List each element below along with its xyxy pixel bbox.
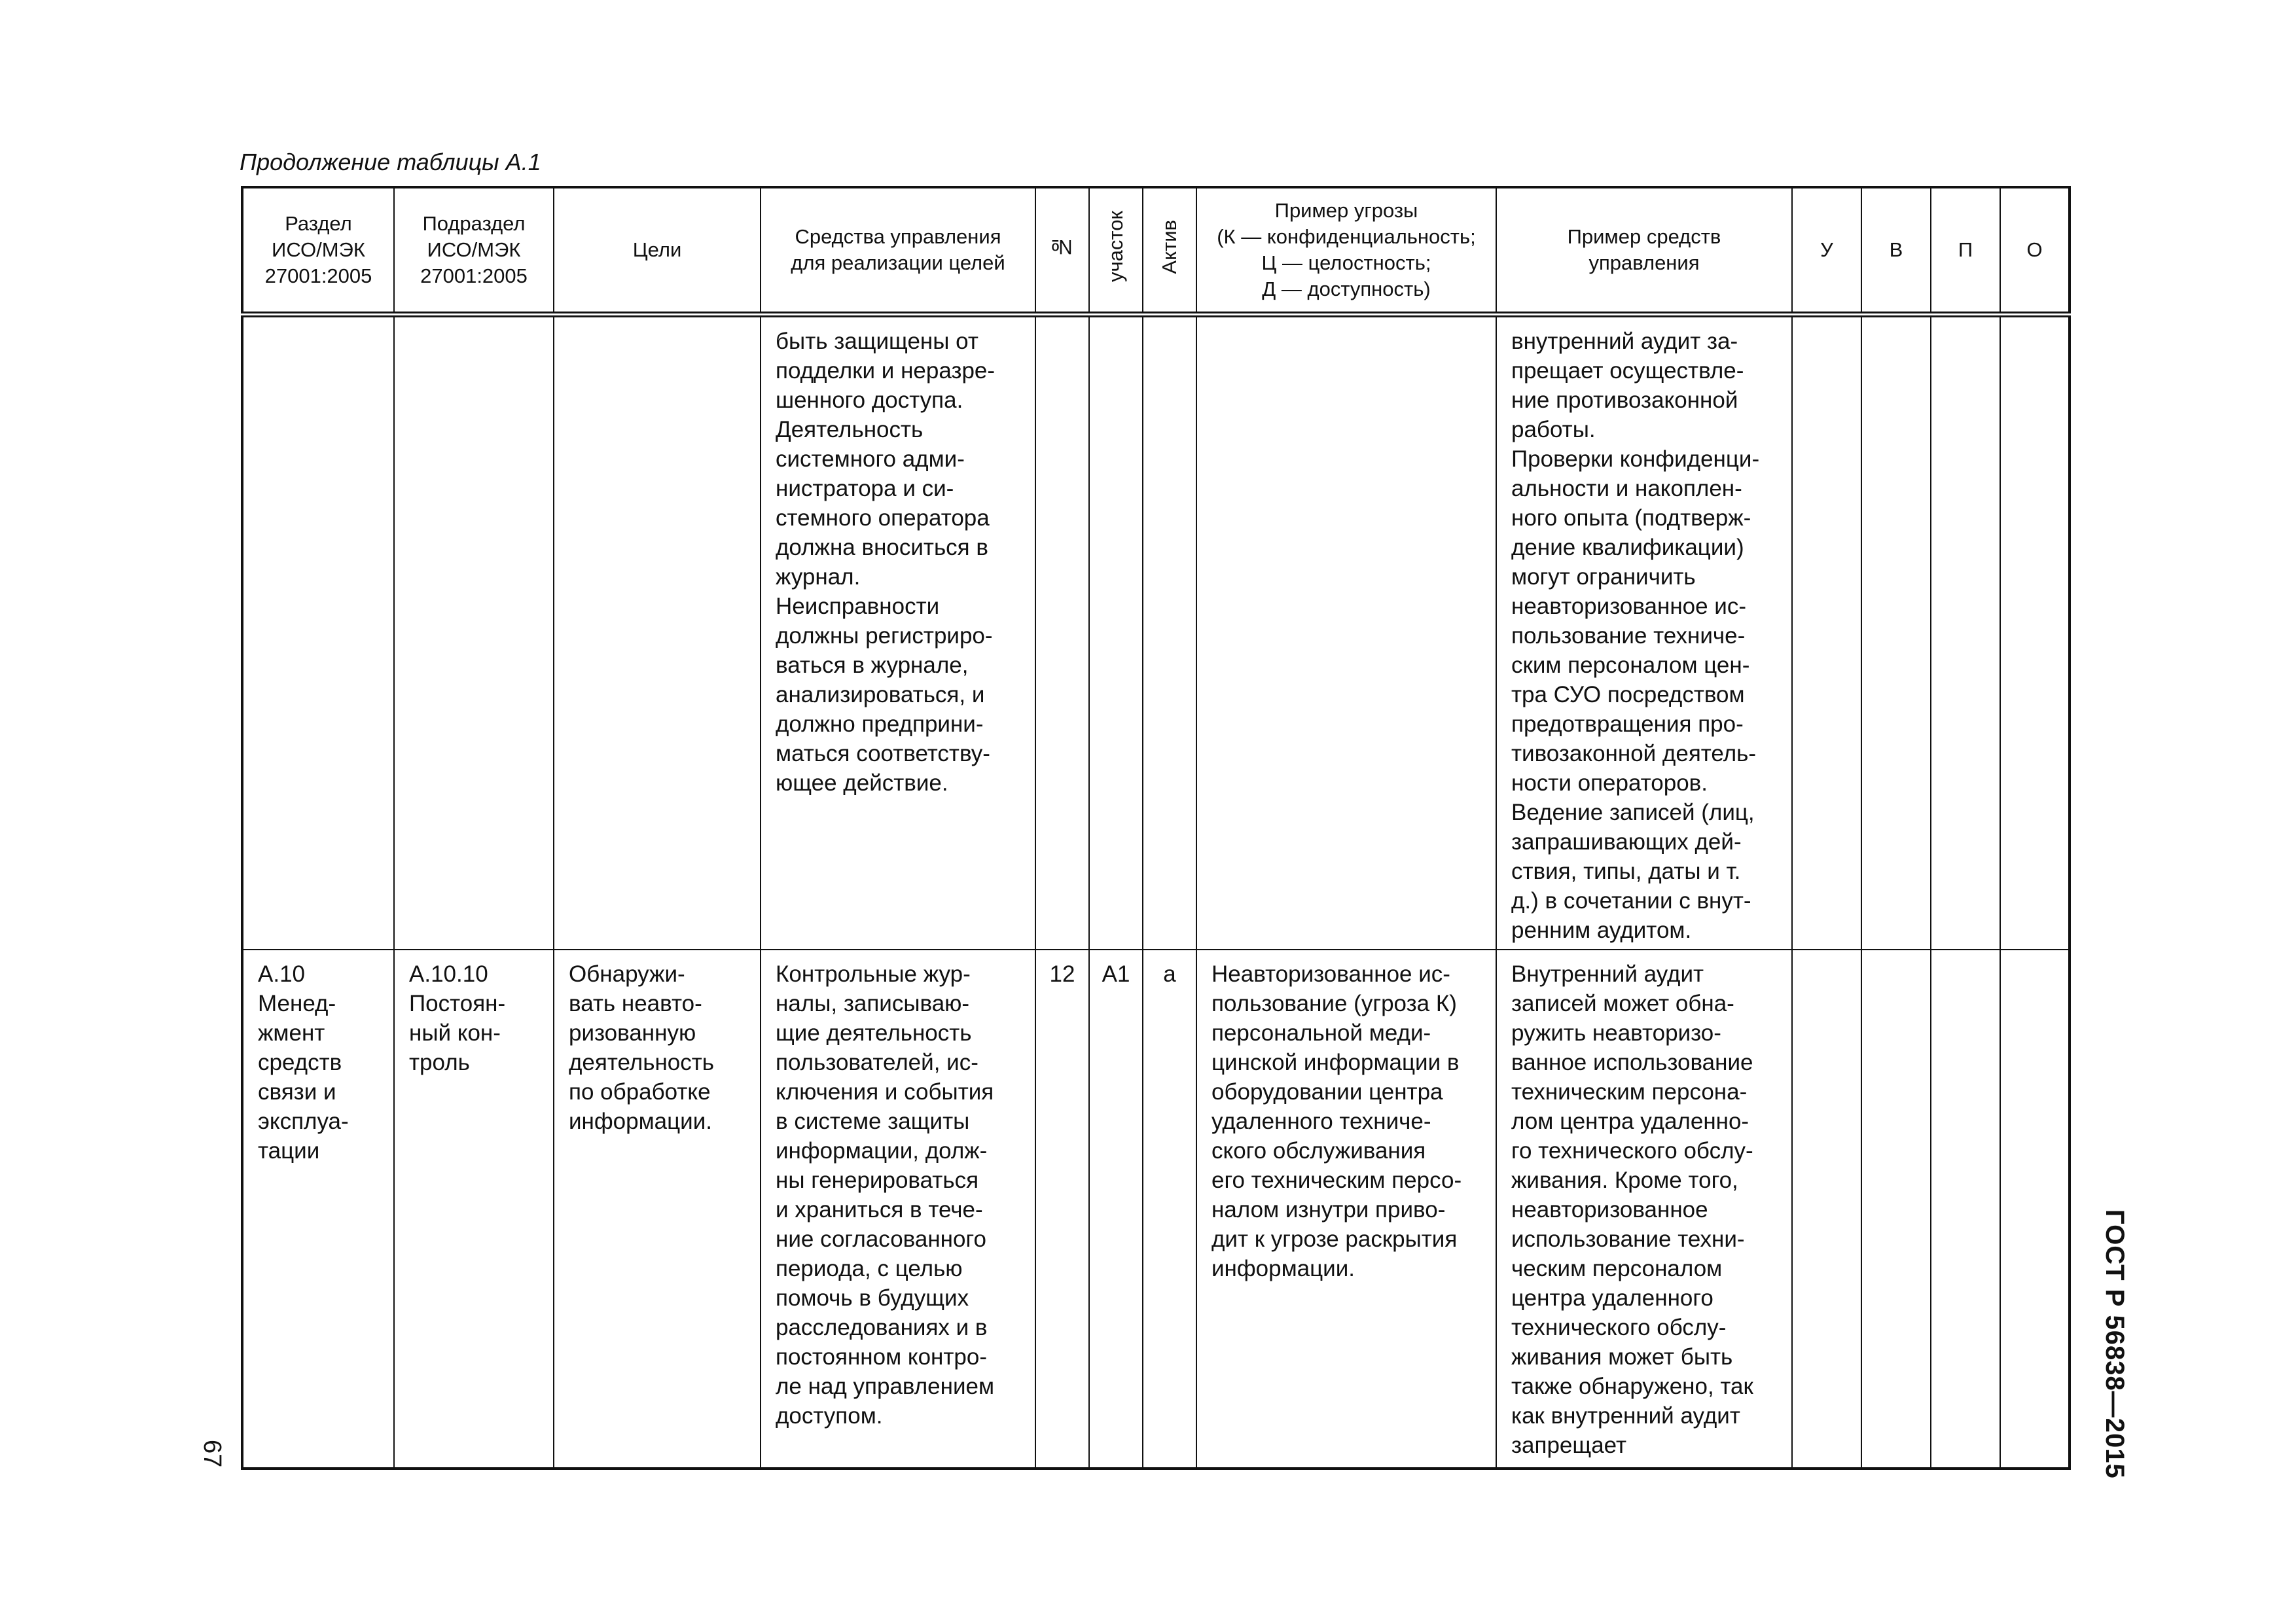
header-v: В (1861, 187, 1931, 315)
cell-subsection: А.10.10 Постоян- ный кон- троль (394, 950, 554, 1469)
cell-controls: Контрольные жур- налы, записываю- щие деятельность пользователей, ис- ключения и события в системе защиты информации, долж- ны генерироваться и храниться в тече- ние согласованного периода, с целью помочь в будущих расследованиях и в постоянном контро- ле над управлением доступом. (761, 950, 1035, 1469)
cell-goals (554, 315, 761, 950)
header-area: участок (1089, 187, 1143, 315)
cell-subsection (394, 315, 554, 950)
header-control-example: Пример средств управления (1496, 187, 1792, 315)
header-controls: Средства управления для реализации целей (761, 187, 1035, 315)
header-number: № (1035, 187, 1089, 315)
cell-u (1792, 950, 1861, 1469)
header-section: Раздел ИСО/МЭК 27001:2005 (242, 187, 394, 315)
table-header-row (242, 187, 2070, 315)
header-goals: Цели (554, 187, 761, 315)
cell-controls: быть защищены от подделки и неразре- шенного доступа. Деятельность системного адми- нистратора и си- стемного оператора должна вноситься в журнал. Неисправности должны регистриро- ваться в журнале, анализироваться, и должно предприни- маться соответству- ющее действие. (761, 315, 1035, 950)
table-row (242, 315, 2070, 950)
cell-control-example: внутренний аудит за- прещает осуществле- ние противозаконной работы. Проверки конфиденци- альности и накоплен- ного опыта (подтверж- дение квалификации) могут ограничить неавторизованное ис- пользование техниче- ским персоналом цен- тра СУО посредством предотвращения про- тивозаконной деятель- ности операторов. Ведение записей (лиц, запрашивающих дей- ствия, типы, даты и т. д.) в сочетании с внут- ренним аудитом. (1496, 315, 1792, 950)
cell-section (242, 315, 394, 950)
cell-threat: Неавторизованное ис- пользование (угроза К) персональной меди- цинской информации в оборудовании центра удаленного техниче- ского обслуживания его техническим персо- налом изнутри приво- дит к угрозе раскрытия информации. (1196, 950, 1496, 1469)
cell-section: А.10 Менед- жмент средств связи и эксплуа- тации (242, 950, 394, 1469)
cell-asset: а (1143, 950, 1196, 1469)
cell-v (1861, 950, 1931, 1469)
cell-u (1792, 315, 1861, 950)
header-p: П (1931, 187, 2000, 315)
cell-p (1931, 315, 2000, 950)
cell-control-example: Внутренний аудит записей может обна- ружить неавторизо- ванное использование техническим персона- лом центра удаленно- го технического обслу- живания. Кроме того, неавторизованное использование техни- ческим персоналом центра удаленного технического обслу- живания может быть также обнаружено, так как внутренний аудит запрещает (1496, 950, 1792, 1469)
header-u: У (1792, 187, 1861, 315)
cell-number: 12 (1035, 950, 1089, 1469)
cell-v (1861, 315, 1931, 950)
cell-area (1089, 315, 1143, 950)
document-standard-title: ГОСТ Р 56838—2015 (2100, 1209, 2129, 1479)
cell-asset (1143, 315, 1196, 950)
control-table (241, 186, 2071, 1470)
cell-area: А1 (1089, 950, 1143, 1469)
cell-threat (1196, 315, 1496, 950)
page-number: 67 (198, 1440, 226, 1468)
cell-p (1931, 950, 2000, 1469)
cell-number (1035, 315, 1089, 950)
header-o: О (2000, 187, 2070, 315)
table-caption: Продолжение таблицы А.1 (240, 149, 541, 175)
header-threat: Пример угрозы (К — конфиденциальность; Ц — целостность; Д — доступность) (1196, 187, 1496, 315)
header-asset: Актив (1143, 187, 1196, 315)
cell-o (2000, 315, 2070, 950)
table-row (242, 950, 2070, 1469)
cell-goals: Обнаружи- вать неавто- ризованную деятельность по обработке информации. (554, 950, 761, 1469)
header-subsection: Подраздел ИСО/МЭК 27001:2005 (394, 187, 554, 315)
cell-o (2000, 950, 2070, 1469)
